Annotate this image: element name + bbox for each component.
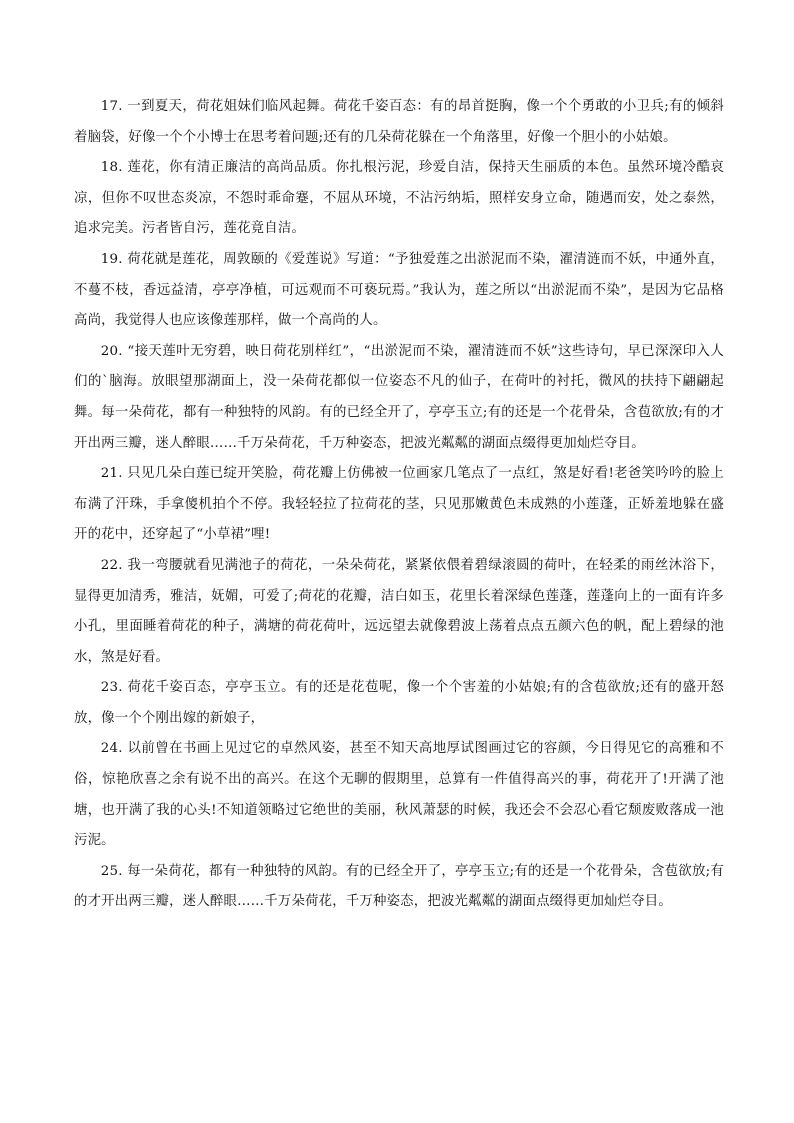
paragraph-24: 24. 以前曾在书画上见过它的卓然风姿，甚至不知天高地厚试图画过它的容颜，今日得见它的高雅和不俗，惊艳欣喜之余有说不出的高兴。在这个无聊的假期里，总算有一件值得高兴的事，荷花开了!开满了池塘，也开满了我的心头!不知道领略过它绝世的美丽，秋风萧瑟的时候，我还会不会忍心看它颓废败落成一池污泥。 bbox=[74, 741, 724, 849]
paragraph-25: 25. 每一朵荷花，都有一种独特的风韵。有的已经全开了，亭亭玉立;有的还是一个花骨朵，含苞欲放;有的才开出两三瓣，迷人醉眼……千万朵荷花，千万种姿态，把波光粼粼的湖面点缀得更加灿烂夺目。 bbox=[74, 863, 724, 910]
paragraph-19: 19. 荷花就是莲花，周敦颐的《爱莲说》写道：“予独爱莲之出淤泥而不染，濯清涟而不妖，中通外直，不蔓不枝，香远益清，亭亭净植，可远观而不可亵玩焉。”我认为，莲之所以“出淤泥而不染”，是因为它品格高尚，我觉得人也应该像莲那样，做一个高尚的人。 bbox=[74, 251, 724, 329]
paragraph-17: 17. 一到夏天，荷花姐妹们临风起舞。荷花千姿百态：有的昂首挺胸，像一个个勇敢的小卫兵;有的倾斜着脑袋，好像一个个小博士在思考着问题;还有的几朵荷花躲在一个角落里，好像一个胆小的小姑娘。 bbox=[74, 99, 724, 145]
paragraph-21: 21. 只见几朵白莲已绽开笑脸，荷花瓣上仿佛被一位画家几笔点了一点红，煞是好看!老爸笑吟吟的脸上布满了汗珠，手拿傻机拍个不停。我轻轻拉了拉荷花的茎，只见那嫩黄色未成熟的小莲蓬，正娇羞地躲在盛开的花中，还穿起了“小草裙”哩! bbox=[74, 466, 724, 543]
paragraph-20: 20. “接天莲叶无穷碧，映日荷花别样红”，“出淤泥而不染，濯清涟而不妖”这些诗句，早已深深印入人们的`脑海。放眼望那湖面上，没一朵荷花都似一位姿态不凡的仙子，在荷叶的衬托，微风的扶持下翩翩起舞。每一朵荷花，都有一种独特的风韵。有的已经全开了，亭亭玉立;有的还是一个花骨朵，含苞欲放;有的才开出两三瓣，迷人醉眼……千万朵荷花，千万种姿态，把波光粼粼的湖面点缀得更加灿烂夺目。 bbox=[74, 343, 724, 451]
paragraph-22: 22. 我一弯腰就看见满池子的荷花，一朵朵荷花，紧紧依偎着碧绿滚圆的荷叶，在轻柔的雨丝沐浴下，显得更加清秀，雅洁，妩媚，可爱了;荷花的花瓣，洁白如玉，花里长着深绿色莲蓬，莲蓬向上的一面有许多小孔，里面睡着荷花的种子，满塘的荷花荷叶，远远望去就像碧波上荡着点点五颜六色的帆，配上碧绿的池水，煞是好看。 bbox=[74, 557, 724, 665]
paragraph-23: 23. 荷花千姿百态，亭亭玉立。有的还是花苞呢，像一个个害羞的小姑娘;有的含苞欲放;还有的盛开怒放，像一个个刚出嫁的新娘子， bbox=[74, 680, 724, 726]
paragraph-18: 18. 莲花，你有清正廉洁的高尚品质。你扎根污泥，珍爱自洁，保持天生丽质的本色。虽然环境冷酷哀凉，但你不叹世态炎凉，不怨时乖命蹇，不屈从环境，不沾污纳垢，照样安身立命，随遇而安，处之泰然，追求完美。污者皆自污，莲花竟自洁。 bbox=[74, 160, 724, 237]
